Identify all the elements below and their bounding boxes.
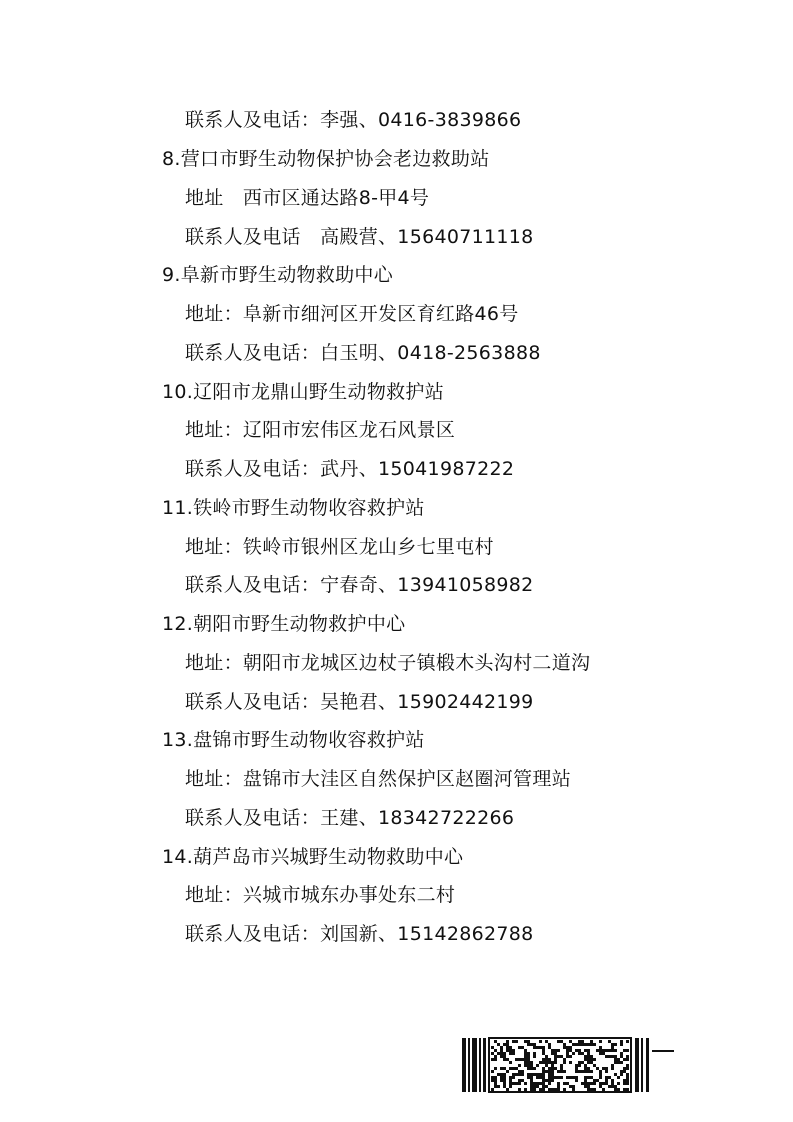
contact-line: 联系人及电话：王建、18342722266 <box>185 807 515 829</box>
address-line: 地址：盘锦市大洼区自然保护区赵圈河管理站 <box>185 768 572 790</box>
contact-line: 联系人及电话：武丹、15041987222 <box>185 458 515 480</box>
address-line: 地址：辽阳市宏伟区龙石风景区 <box>185 419 456 441</box>
station-title: 14.葫芦岛市兴城野生动物救助中心 <box>162 846 464 868</box>
address-line: 地址：朝阳市龙城区边杖子镇椴木头沟村二道沟 <box>185 652 591 674</box>
barcode-right-bars <box>635 1038 674 1092</box>
station-title: 11.铁岭市野生动物收容救护站 <box>162 497 425 519</box>
station-title: 13.盘锦市野生动物收容救护站 <box>162 729 425 751</box>
contact-line: 联系人及电话：白玉明、0418-2563888 <box>185 342 541 364</box>
data-matrix-pattern <box>491 1040 629 1091</box>
address-line: 地址：兴城市城东办事处东二村 <box>185 884 456 906</box>
address-line: 地址：阜新市细河区开发区育红路46号 <box>185 303 519 325</box>
barcode-qr-stamp <box>462 1036 674 1094</box>
station-title: 10.辽阳市龙鼎山野生动物救护站 <box>162 381 445 403</box>
barcode-left-bars <box>462 1038 486 1092</box>
station-title: 8.营口市野生动物保护协会老边救助站 <box>162 148 490 170</box>
contact-line: 联系人及电话：李强、0416-3839866 <box>185 109 522 131</box>
station-title: 12.朝阳市野生动物救护中心 <box>162 613 406 635</box>
station-title: 9.阜新市野生动物救助中心 <box>162 264 394 286</box>
contact-line: 联系人及电话：宁春奇、13941058982 <box>185 574 534 596</box>
address-line: 地址 西市区通达路8-甲4号 <box>185 187 430 209</box>
address-line: 地址：铁岭市银州区龙山乡七里屯村 <box>185 536 494 558</box>
contact-line: 联系人及电话：吴艳君、15902442199 <box>185 691 534 713</box>
contact-line: 联系人及电话 高殿营、15640711118 <box>185 226 534 248</box>
contact-line: 联系人及电话：刘国新、15142862788 <box>185 923 534 945</box>
